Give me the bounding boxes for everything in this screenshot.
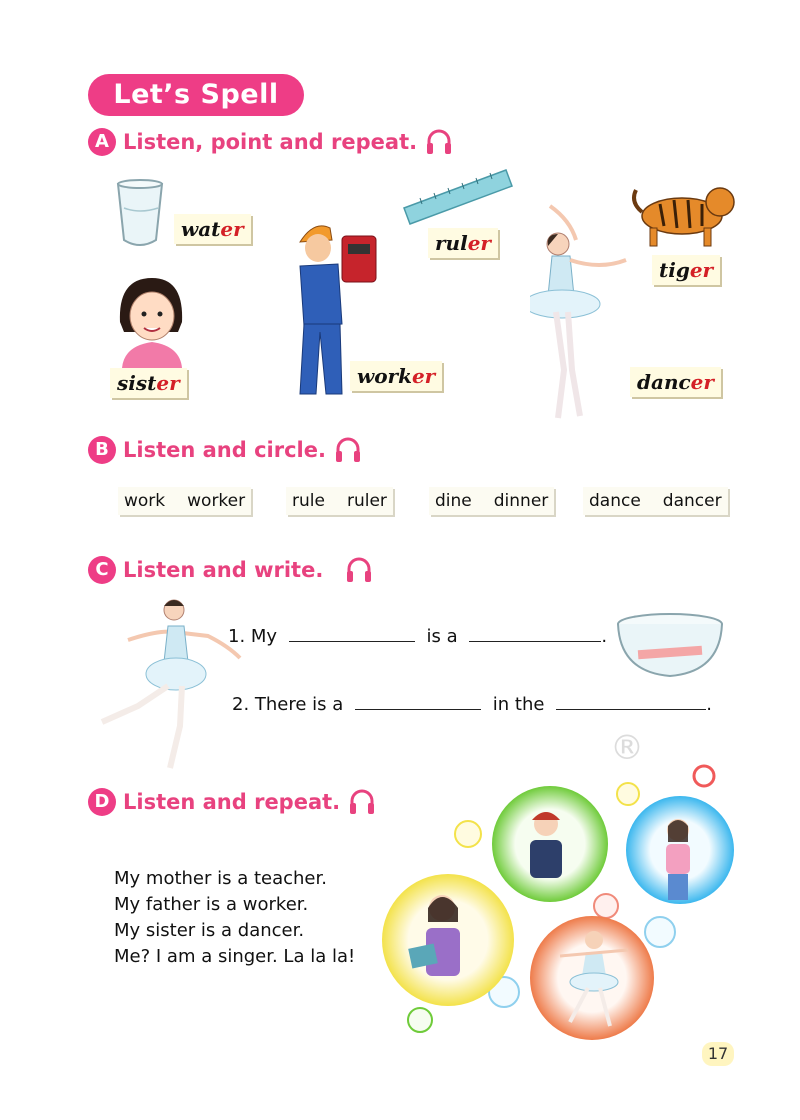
section-c-header xyxy=(88,556,374,584)
headphones-icon[interactable] xyxy=(424,128,454,156)
word-option[interactable]: dinner xyxy=(493,491,549,511)
section-b-badge: B xyxy=(88,436,116,464)
lets-spell-banner: Let’s Spell xyxy=(88,74,304,116)
bubbles-illustration xyxy=(380,760,740,1042)
word-option[interactable]: dine xyxy=(435,491,472,511)
word-option[interactable]: worker xyxy=(187,491,246,511)
word-pair-dance-dancer xyxy=(583,487,728,515)
section-c-badge: C xyxy=(88,556,116,584)
chant-line: My mother is a teacher. xyxy=(114,868,327,889)
word-option[interactable]: dance xyxy=(589,491,641,511)
word-card-worker: worker xyxy=(350,361,442,391)
word-option[interactable]: dancer xyxy=(662,491,722,511)
answer-blank[interactable] xyxy=(355,695,481,710)
word-option[interactable]: work xyxy=(124,491,166,511)
word-option[interactable]: rule xyxy=(292,491,325,511)
chant-text xyxy=(114,866,355,970)
page-number: 17 xyxy=(702,1042,734,1066)
answer-blank[interactable] xyxy=(469,627,601,642)
word-card-tiger: tiger xyxy=(652,255,720,285)
chant-line: My sister is a dancer. xyxy=(114,920,305,941)
section-a-header xyxy=(88,128,454,156)
line-2-text-a: 2. There is a xyxy=(232,694,344,715)
section-d-header xyxy=(88,788,377,816)
answer-blank[interactable] xyxy=(556,695,706,710)
word-option[interactable]: ruler xyxy=(346,491,387,511)
word-pair-rule-ruler xyxy=(286,487,393,515)
fish-bowl-illustration xyxy=(614,610,726,682)
ruler-illustration xyxy=(402,168,514,226)
sister-girl-illustration xyxy=(112,272,188,368)
word-card-water: water xyxy=(174,214,251,244)
section-a-title: Listen, point and repeat. xyxy=(123,130,418,154)
headphones-icon[interactable] xyxy=(333,436,363,464)
word-pair-dine-dinner xyxy=(429,487,554,515)
line-2-text-b: in the xyxy=(492,694,545,715)
section-d-badge: D xyxy=(88,788,116,816)
word-card-dancer: dancer xyxy=(630,367,721,397)
dancer-illustration xyxy=(530,200,630,422)
word-card-ruler: ruler xyxy=(428,228,498,258)
fill-in-line-1 xyxy=(228,626,607,647)
word-pair-work-worker xyxy=(118,487,251,515)
section-d-title: Listen and repeat. xyxy=(123,790,341,814)
section-a-badge: A xyxy=(88,128,116,156)
glass-of-water-illustration xyxy=(112,178,168,252)
registered-watermark: ® xyxy=(610,728,644,768)
line-2-period: . xyxy=(706,694,712,715)
headphones-icon[interactable] xyxy=(344,556,374,584)
line-1-text-b: is a xyxy=(426,626,458,647)
tiger-illustration xyxy=(630,172,736,248)
word-card-sister: sister xyxy=(110,368,187,398)
headphones-icon[interactable] xyxy=(347,788,377,816)
ballerina-illustration xyxy=(98,596,242,772)
fill-in-line-2 xyxy=(232,694,712,715)
answer-blank[interactable] xyxy=(289,627,415,642)
line-1-text-a: 1. My xyxy=(228,626,278,647)
chant-line: Me? I am a singer. La la la! xyxy=(114,946,356,967)
line-1-period: . xyxy=(601,626,608,647)
section-c-title: Listen and write. xyxy=(123,558,324,582)
chant-line: My father is a worker. xyxy=(114,894,309,915)
section-b-header xyxy=(88,436,363,464)
section-b-title: Listen and circle. xyxy=(123,438,326,462)
